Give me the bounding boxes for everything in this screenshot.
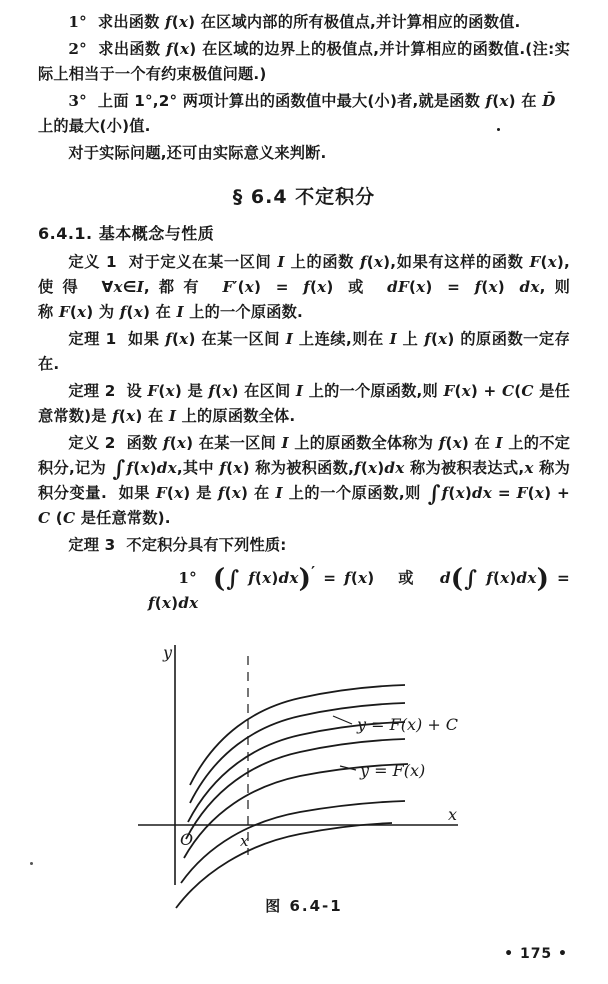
- definition-1: 定义 1 对于定义在某一区间 I 上的函数 f(x),如果有这样的函数 F(x),使得 ∀x∈I,都有 F′(x) = f(x) 或 dF(x) = f(x) dx,则称 F(x) 为 f(x) 在 I 上的一个原函数.: [38, 253, 571, 321]
- origin-label: O: [180, 830, 194, 849]
- theorem-2: 定理 2 设 F(x) 是 f(x) 在区间 I 上的一个原函数,则 F(x) + C(C 是任意常数)是 f(x) 在 I 上的原函数全体.: [38, 382, 571, 425]
- axis-label-y: y: [163, 643, 173, 662]
- x-tick-label: x: [240, 832, 249, 850]
- list-marker-1: 1°: [68, 13, 87, 31]
- formula-1: 1° (∫ f(x)dx)′ = f(x) 或 d(∫ f(x)dx) = f(x)dx: [148, 563, 570, 613]
- axis-label-x: x: [448, 805, 458, 824]
- page-number: • 175 •: [504, 946, 568, 962]
- curve-label-2: y = F(x): [360, 761, 426, 780]
- figure-caption: 图 6.4-1: [265, 897, 343, 915]
- paragraph-2: 2° 求出函数 f(x) 在区域的边界上的极值点,并计算相应的函数值.(注:实际上相当于一个有约束极值问题.): [38, 40, 570, 83]
- theorem-1: 定理 1 如果 f(x) 在某一区间 I 上连续,则在 I 上 f(x) 的原函数一定存在.: [38, 330, 570, 373]
- list-marker-3: 3°: [68, 92, 87, 110]
- subsection-title: 6.4.1. 基本概念与性质: [38, 224, 215, 243]
- body-text-block: [38, 10, 570, 618]
- curve-label-1: y = F(x) + C: [357, 715, 459, 734]
- stray-mark: [497, 128, 500, 131]
- list-marker-2: 2°: [68, 40, 87, 58]
- paragraph-3: 3° 上面 1°,2° 两项计算出的函数值中最大(小)者,就是函数 f(x) 在 D̄ 上的最大(小)值.: [38, 92, 556, 135]
- leader-line-1: [333, 716, 352, 724]
- theorem-1-label: 定理 1: [68, 330, 117, 348]
- paragraph-4: 对于实际问题,还可由实际意义来判断.: [68, 144, 327, 162]
- figure-svg: [0, 640, 608, 920]
- definition-1-label: 定义 1: [68, 253, 117, 271]
- definition-2-label: 定义 2: [68, 434, 116, 452]
- paragraph-1: 1° 求出函数 f(x) 在区域内部的所有极值点,并计算相应的函数值.: [68, 13, 521, 31]
- theorem-3-label: 定理 3: [68, 536, 116, 554]
- theorem-2-label: 定理 2: [68, 382, 116, 400]
- definition-2: 定义 2 函数 f(x) 在某一区间 I 上的原函数全体称为 f(x) 在 I 上的不定积分,记为 ∫f(x)dx,其中 f(x) 称为被积函数,f(x)dx 称为被积表达式,x 称为积分变量. 如果 F(x) 是 f(x) 在 I 上的一个原函数,则 ∫f(x)dx = F(x) + C (C 是任意常数).: [38, 434, 571, 527]
- section-title: § 6.4 不定积分: [232, 186, 376, 208]
- theorem-3: 定理 3 不定积分具有下列性质:: [68, 536, 287, 554]
